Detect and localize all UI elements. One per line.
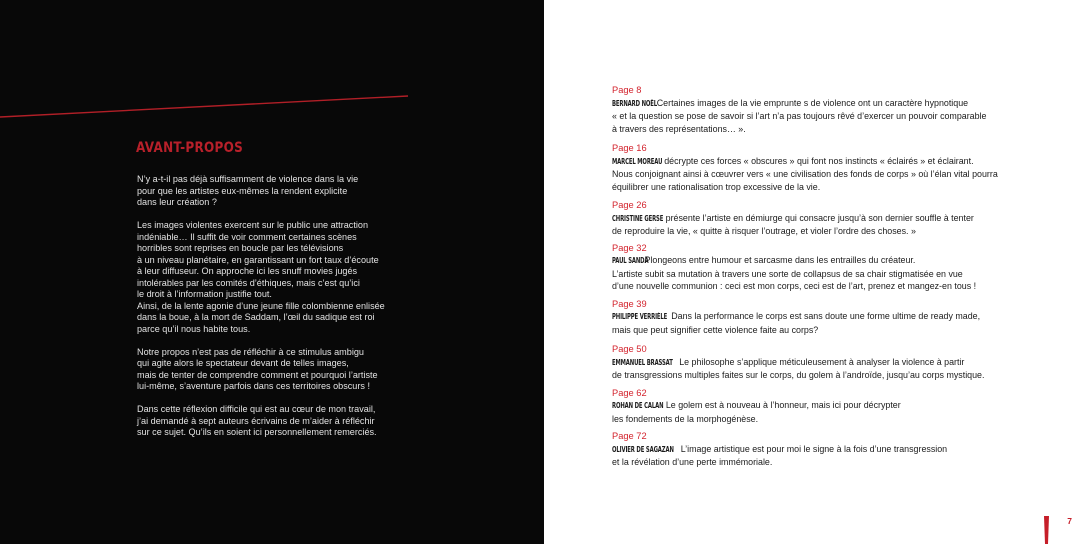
contents-list xyxy=(612,85,1052,467)
contents-entry xyxy=(612,344,1052,382)
entry-text xyxy=(612,155,1052,194)
entry-text xyxy=(612,399,1052,425)
entry-text xyxy=(612,212,1052,238)
entry-description: Le philosophe s’applique méticuleusement à analyser la violence à partir de transgressions multiples faites sur le corps, du golem à l’androïde, jusqu’au corps mystique. xyxy=(612,356,985,380)
contents-entry xyxy=(612,243,1052,293)
author-name: MARCEL MOREAU xyxy=(612,156,663,166)
intro-paragraph: Dans cette réflexion difficile qui est au cœur de mon travail, j’ai demandé à sept auteurs écrivains de m’aider à réfléchir sur ce sujet. Qu’ils en soient ici personnellement remerciés. xyxy=(137,404,377,437)
red-corner-mark xyxy=(1042,516,1050,544)
author-name: EMMANUEL BRASSAT xyxy=(612,357,673,367)
page-reference: Page 8 xyxy=(612,85,642,95)
entry-description: L’image artistique est pour moi le signe à la fois d’une transgression et la révélation d’une perte immémoriale. xyxy=(612,443,948,467)
page-reference: Page 16 xyxy=(612,143,647,153)
author-name: CHRISTINE GERSE xyxy=(612,213,664,223)
author-name: OLIVIER DE SAGAZAN xyxy=(612,444,674,454)
page-reference: Page 72 xyxy=(612,431,647,441)
page-reference: Page 26 xyxy=(612,200,647,210)
entry-description: Plongeons entre humour et sarcasme dans les entrailles du créateur. L’artiste subit sa mutation à travers une sorte de collapsus de sa chair stigmatisée en vue d’une nouvelle communion : ceci est mon corps, ceci est de l’art, prenez et mangez-en tous ! xyxy=(612,255,977,291)
entry-text xyxy=(612,356,1052,382)
intro-paragraph: N’y a-t-il pas déjà suffisamment de violence dans la vie pour que les artistes eux-mêmes la rendent explicite dans leur création ? xyxy=(137,174,359,207)
page-number: 7 xyxy=(1067,516,1072,526)
intro-title: AVANT-PROPOS xyxy=(136,140,244,156)
author-name: BERNARD NOËL xyxy=(612,98,658,108)
page-reference: Page 62 xyxy=(612,387,647,398)
page-reference: Page 39 xyxy=(612,298,647,309)
author-name: PAUL SANDA xyxy=(612,256,649,265)
entry-text xyxy=(612,97,1052,136)
entry-text xyxy=(612,310,1052,336)
contents-entry xyxy=(612,200,1052,238)
author-name: PHILIPPE VERRIÈLE xyxy=(612,312,668,321)
entry-description: présente l’artiste en démiurge qui consacre jusqu’à son dernier souffle à tenter de reproduire la vie, « quitte à risquer l’outrage, et violer l’ordre des choses. » xyxy=(612,212,974,236)
entry-text xyxy=(612,443,1052,469)
intro-paragraph: Notre propos n’est pas de réfléchir à ce stimulus ambigu qui agite alors le spectateur devant de telles images, mais de tenter de comprendre comment et pourquoi l’artiste lui-même, s’aventure parfois dans ces territoires obscurs ! xyxy=(137,346,378,391)
contents-entry xyxy=(612,143,1052,193)
entry-description: Certaines images de la vie emprunte s de violence ont un caractère hypnotique « et la question se pose de savoir si l’art n’a pas toujours rêvé d’exercer un pouvoir comparable à travers des représentations… ». xyxy=(612,97,987,134)
contents-entry xyxy=(612,299,1052,337)
contents-entry xyxy=(612,431,1052,469)
intro-paragraph: Les images violentes exercent sur le public une attraction indéniable… Il suffit de voir comment certaines scènes horribles sont reprises en boucle par les télévisions à un niveau planétaire, en garantissant un fort taux d’écoute à leur diffuseur. On approche ici les snuff movies jugés intolérables par les comités d’éthiques, mais c’est qu’ici le droit à l’information justifie tout. Ainsi, de la lente agonie d’une jeune fille colombienne enlisée dans la boue, à la mort de Saddam, l’œil du sadique est roi parce qu’il nous habite tous. xyxy=(137,220,385,334)
contents-entry xyxy=(612,85,1052,135)
contents-entry xyxy=(612,388,1052,426)
entry-description: Le golem est à nouveau à l’honneur, mais ici pour décrypter les fondements de la morphogénèse. xyxy=(612,400,901,424)
page-reference: Page 32 xyxy=(612,242,647,253)
author-name: ROHAN DE CALAN xyxy=(612,401,664,410)
page-reference: Page 50 xyxy=(612,344,647,354)
entry-text xyxy=(612,254,1052,293)
intro-text xyxy=(137,174,427,450)
entry-description: Dans la performance le corps est sans doute une forme ultime de ready made, mais que peut signifier cette violence faite au corps? xyxy=(612,311,981,335)
entry-description: décrypte ces forces « obscures » qui font nos instincts « éclairés » et éclairant. Nous conjoignant ainsi à cœuvrer vers « une civilisation des fonds de corps » où l’élan vital pourra équilibrer une rationalisation trop excessive de la vie. xyxy=(612,155,998,192)
